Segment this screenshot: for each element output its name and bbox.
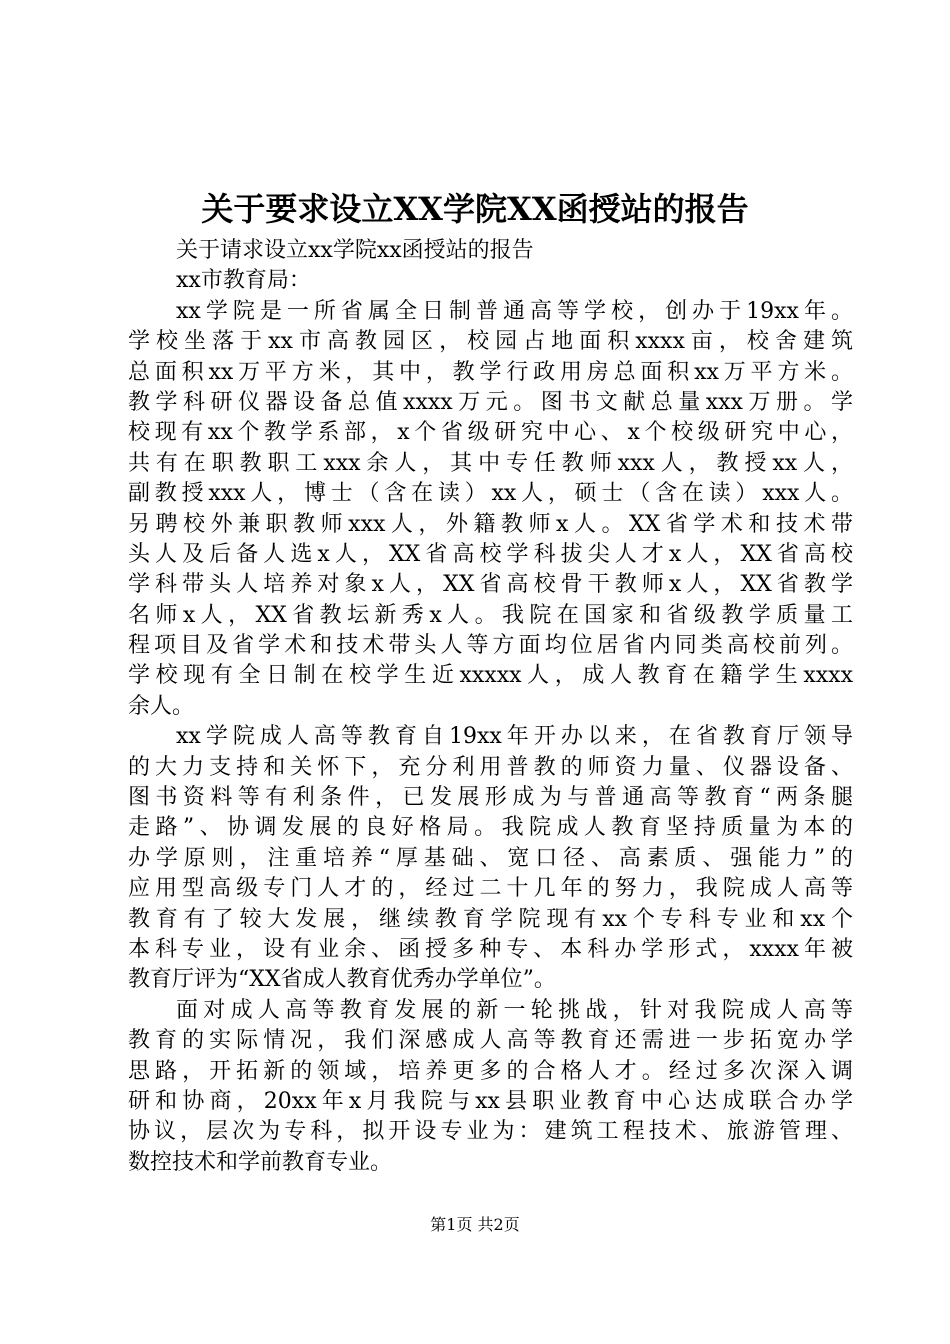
paragraph-line: 学校坐落于xx市高教园区，校园占地面积xxxx亩，校舍建筑 — [128, 329, 853, 355]
page-footer: 第1页 共2页 — [430, 1215, 520, 1234]
salutation: xx市教育局： — [176, 268, 311, 294]
paragraph-line: 本科专业，设有业余、函授多种专、本科办学形式，xxxx年被 — [128, 936, 853, 962]
paragraph-line: 应用型高级专门人才的，经过二十几年的努力，我院成人高等 — [128, 876, 853, 902]
paragraph-line: xx学院成人高等教育自19xx年开办以来，在省教育厅领导 — [176, 724, 853, 750]
paragraph-line: 教育有了较大发展，继续教育学院现有xx个专科专业和xx个 — [128, 906, 853, 932]
paragraph-3 — [128, 996, 853, 1178]
paragraph-line: 程项目及省学术和技术带头人等方面均位居省内同类高校前列。 — [128, 633, 853, 659]
paragraph-line: 头人及后备人选x人，XX省高校学科拔尖人才x人，XX省高校 — [128, 541, 853, 567]
paragraph-line: 的大力支持和关怀下，充分利用普教的师资力量、仪器设备、 — [128, 754, 853, 780]
paragraph-line: 名师x人，XX省教坛新秀x人。我院在国家和省级教学质量工 — [128, 602, 853, 628]
paragraph-1 — [128, 297, 853, 722]
paragraph-2 — [128, 722, 853, 996]
paragraph-line: 面对成人高等教育发展的新一轮挑战，针对我院成人高等 — [176, 997, 853, 1023]
paragraph-line: 校现有xx个教学系部，x个省级研究中心、x个校级研究中心， — [128, 420, 853, 446]
paragraph-line: 图书资料等有利条件，已发展形成为与普通高等教育“两条腿 — [128, 785, 853, 811]
paragraph-line: 共有在职教职工xxx余人，其中专任教师xxx人，教授xx人， — [128, 450, 853, 476]
paragraph-line: xx学院是一所省属全日制普通高等学校，创办于19xx年。 — [176, 298, 853, 324]
paragraph-line: 办学原则，注重培养“厚基础、宽口径、高素质、强能力”的 — [128, 845, 853, 871]
document-title: 关于要求设立XX学院XX函授站的报告 — [201, 190, 749, 228]
document-body — [128, 236, 853, 1178]
paragraph-line: 余人。 — [128, 693, 195, 719]
paragraph-line: 教学科研仪器设备总值xxxx万元。图书文献总量xxx万册。学 — [128, 389, 853, 415]
paragraph-line: 走路”、协调发展的良好格局。我院成人教育坚持质量为本的 — [128, 815, 853, 841]
paragraph-line: 学科带头人培养对象x人，XX省高校骨干教师x人，XX省教学 — [128, 572, 853, 598]
document-subtitle: 关于请求设立xx学院xx函授站的报告 — [176, 238, 534, 263]
paragraph-line: 学校现有全日制在校学生近xxxxx人，成人教育在籍学生xxxx — [128, 663, 853, 689]
paragraph-line: 数控技术和学前教育专业。 — [128, 1149, 393, 1175]
paragraph-line: 副教授xxx人，博士（含在读）xx人，硕士（含在读）xxx人。 — [128, 481, 853, 507]
paragraph-line: 总面积xx万平方米，其中，教学行政用房总面积xx万平方米。 — [128, 359, 853, 385]
paragraph-line: 思路，开拓新的领域，培养更多的合格人才。经过多次深入调 — [128, 1058, 853, 1084]
paragraph-line: 研和协商，20xx年x月我院与xx县职业教育中心达成联合办学 — [128, 1088, 853, 1114]
paragraph-line: 协议，层次为专科，拟开设专业为：建筑工程技术、旅游管理、 — [128, 1119, 853, 1145]
paragraph-line: 教育的实际情况，我们深感成人高等教育还需进一步拓宽办学 — [128, 1028, 853, 1054]
paragraph-line: 教育厅评为“XX省成人教育优秀办学单位”。 — [128, 967, 556, 993]
paragraph-line: 另聘校外兼职教师xxx人，外籍教师x人。XX省学术和技术带 — [128, 511, 853, 537]
